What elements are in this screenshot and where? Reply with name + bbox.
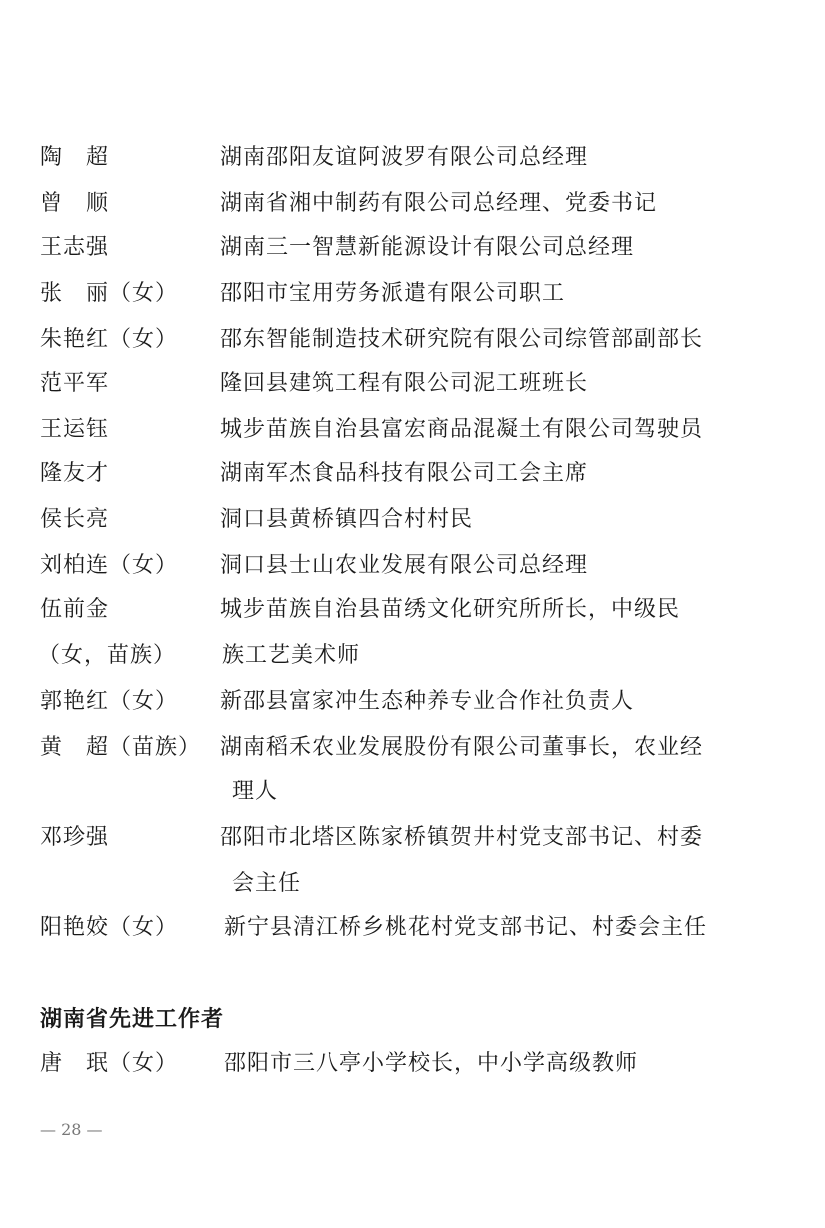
person-title: 洞口县黄桥镇四合村村民 [220, 507, 474, 532]
person-name: （女，苗族） [38, 643, 177, 668]
person-title: 理人 [232, 779, 279, 804]
person-title: 湖南军杰食品科技有限公司工会主席 [220, 461, 589, 486]
list-entry [0, 138, 825, 178]
person-name: 王运钰 [40, 417, 110, 442]
section-heading: 湖南省先进工作者 [40, 1007, 225, 1032]
person-title: 邵东智能制造技术研究院有限公司综管部副部长 [220, 327, 704, 352]
person-name: 范平军 [40, 371, 110, 396]
person-title: 隆回县建筑工程有限公司泥工班班长 [220, 371, 589, 396]
person-name: 邓珍强 [40, 825, 110, 850]
person-name: 刘柏连（女） [40, 553, 179, 578]
person-name: 郭艳红（女） [40, 689, 179, 714]
person-title: 邵阳市宝用劳务派遣有限公司职工 [220, 281, 566, 306]
person-title: 会主任 [232, 871, 302, 896]
list-entry [0, 184, 825, 224]
person-name: 曾 顺 [40, 191, 110, 216]
person-name: 陶 超 [40, 145, 110, 170]
list-entry [0, 908, 825, 948]
person-name: 黄 超（苗族） [40, 735, 202, 760]
person-title: 城步苗族自治县苗绣文化研究所所长，中级民 [220, 597, 681, 622]
list-entry [0, 590, 825, 630]
person-name: 唐 珉（女） [40, 1051, 179, 1076]
person-title: 洞口县士山农业发展有限公司总经理 [220, 553, 589, 578]
person-title: 邵阳市北塔区陈家桥镇贺井村党支部书记、村委 [220, 825, 704, 850]
person-name: 朱艳红（女） [40, 327, 179, 352]
list-entry [0, 320, 825, 360]
person-title: 湖南三一智慧新能源设计有限公司总经理 [220, 235, 635, 260]
person-title: 城步苗族自治县富宏商品混凝土有限公司驾驶员 [220, 417, 704, 442]
person-title: 邵阳市三八亭小学校长，中小学高级教师 [224, 1051, 639, 1076]
list-entry [0, 1044, 825, 1084]
list-entry [0, 546, 825, 586]
page-number: — 28 — [40, 1120, 103, 1139]
person-name: 王志强 [40, 235, 110, 260]
person-name: 侯长亮 [40, 507, 110, 532]
person-title: 湖南稻禾农业发展股份有限公司董事长，农业经 [220, 735, 704, 760]
list-entry [0, 818, 825, 858]
person-title: 新宁县清江桥乡桃花村党支部书记、村委会主任 [224, 915, 708, 940]
person-title: 湖南邵阳友谊阿波罗有限公司总经理 [220, 145, 589, 170]
list-entry [0, 274, 825, 314]
person-title: 新邵县富家冲生态种养专业合作社负责人 [220, 689, 635, 714]
list-entry [0, 364, 825, 404]
list-entry-continuation [0, 636, 825, 676]
person-name: 伍前金 [40, 597, 110, 622]
list-entry [0, 454, 825, 494]
list-entry [0, 500, 825, 540]
list-entry [0, 410, 825, 450]
list-entry [0, 228, 825, 268]
person-title: 族工艺美术师 [222, 643, 361, 668]
person-title: 湖南省湘中制药有限公司总经理、党委书记 [220, 191, 658, 216]
person-name: 阳艳姣（女） [40, 915, 179, 940]
person-name: 张 丽（女） [40, 281, 179, 306]
list-entry-continuation [0, 772, 825, 812]
list-entry-continuation [0, 864, 825, 904]
person-name: 隆友才 [40, 461, 110, 486]
list-entry [0, 728, 825, 768]
list-entry [0, 682, 825, 722]
